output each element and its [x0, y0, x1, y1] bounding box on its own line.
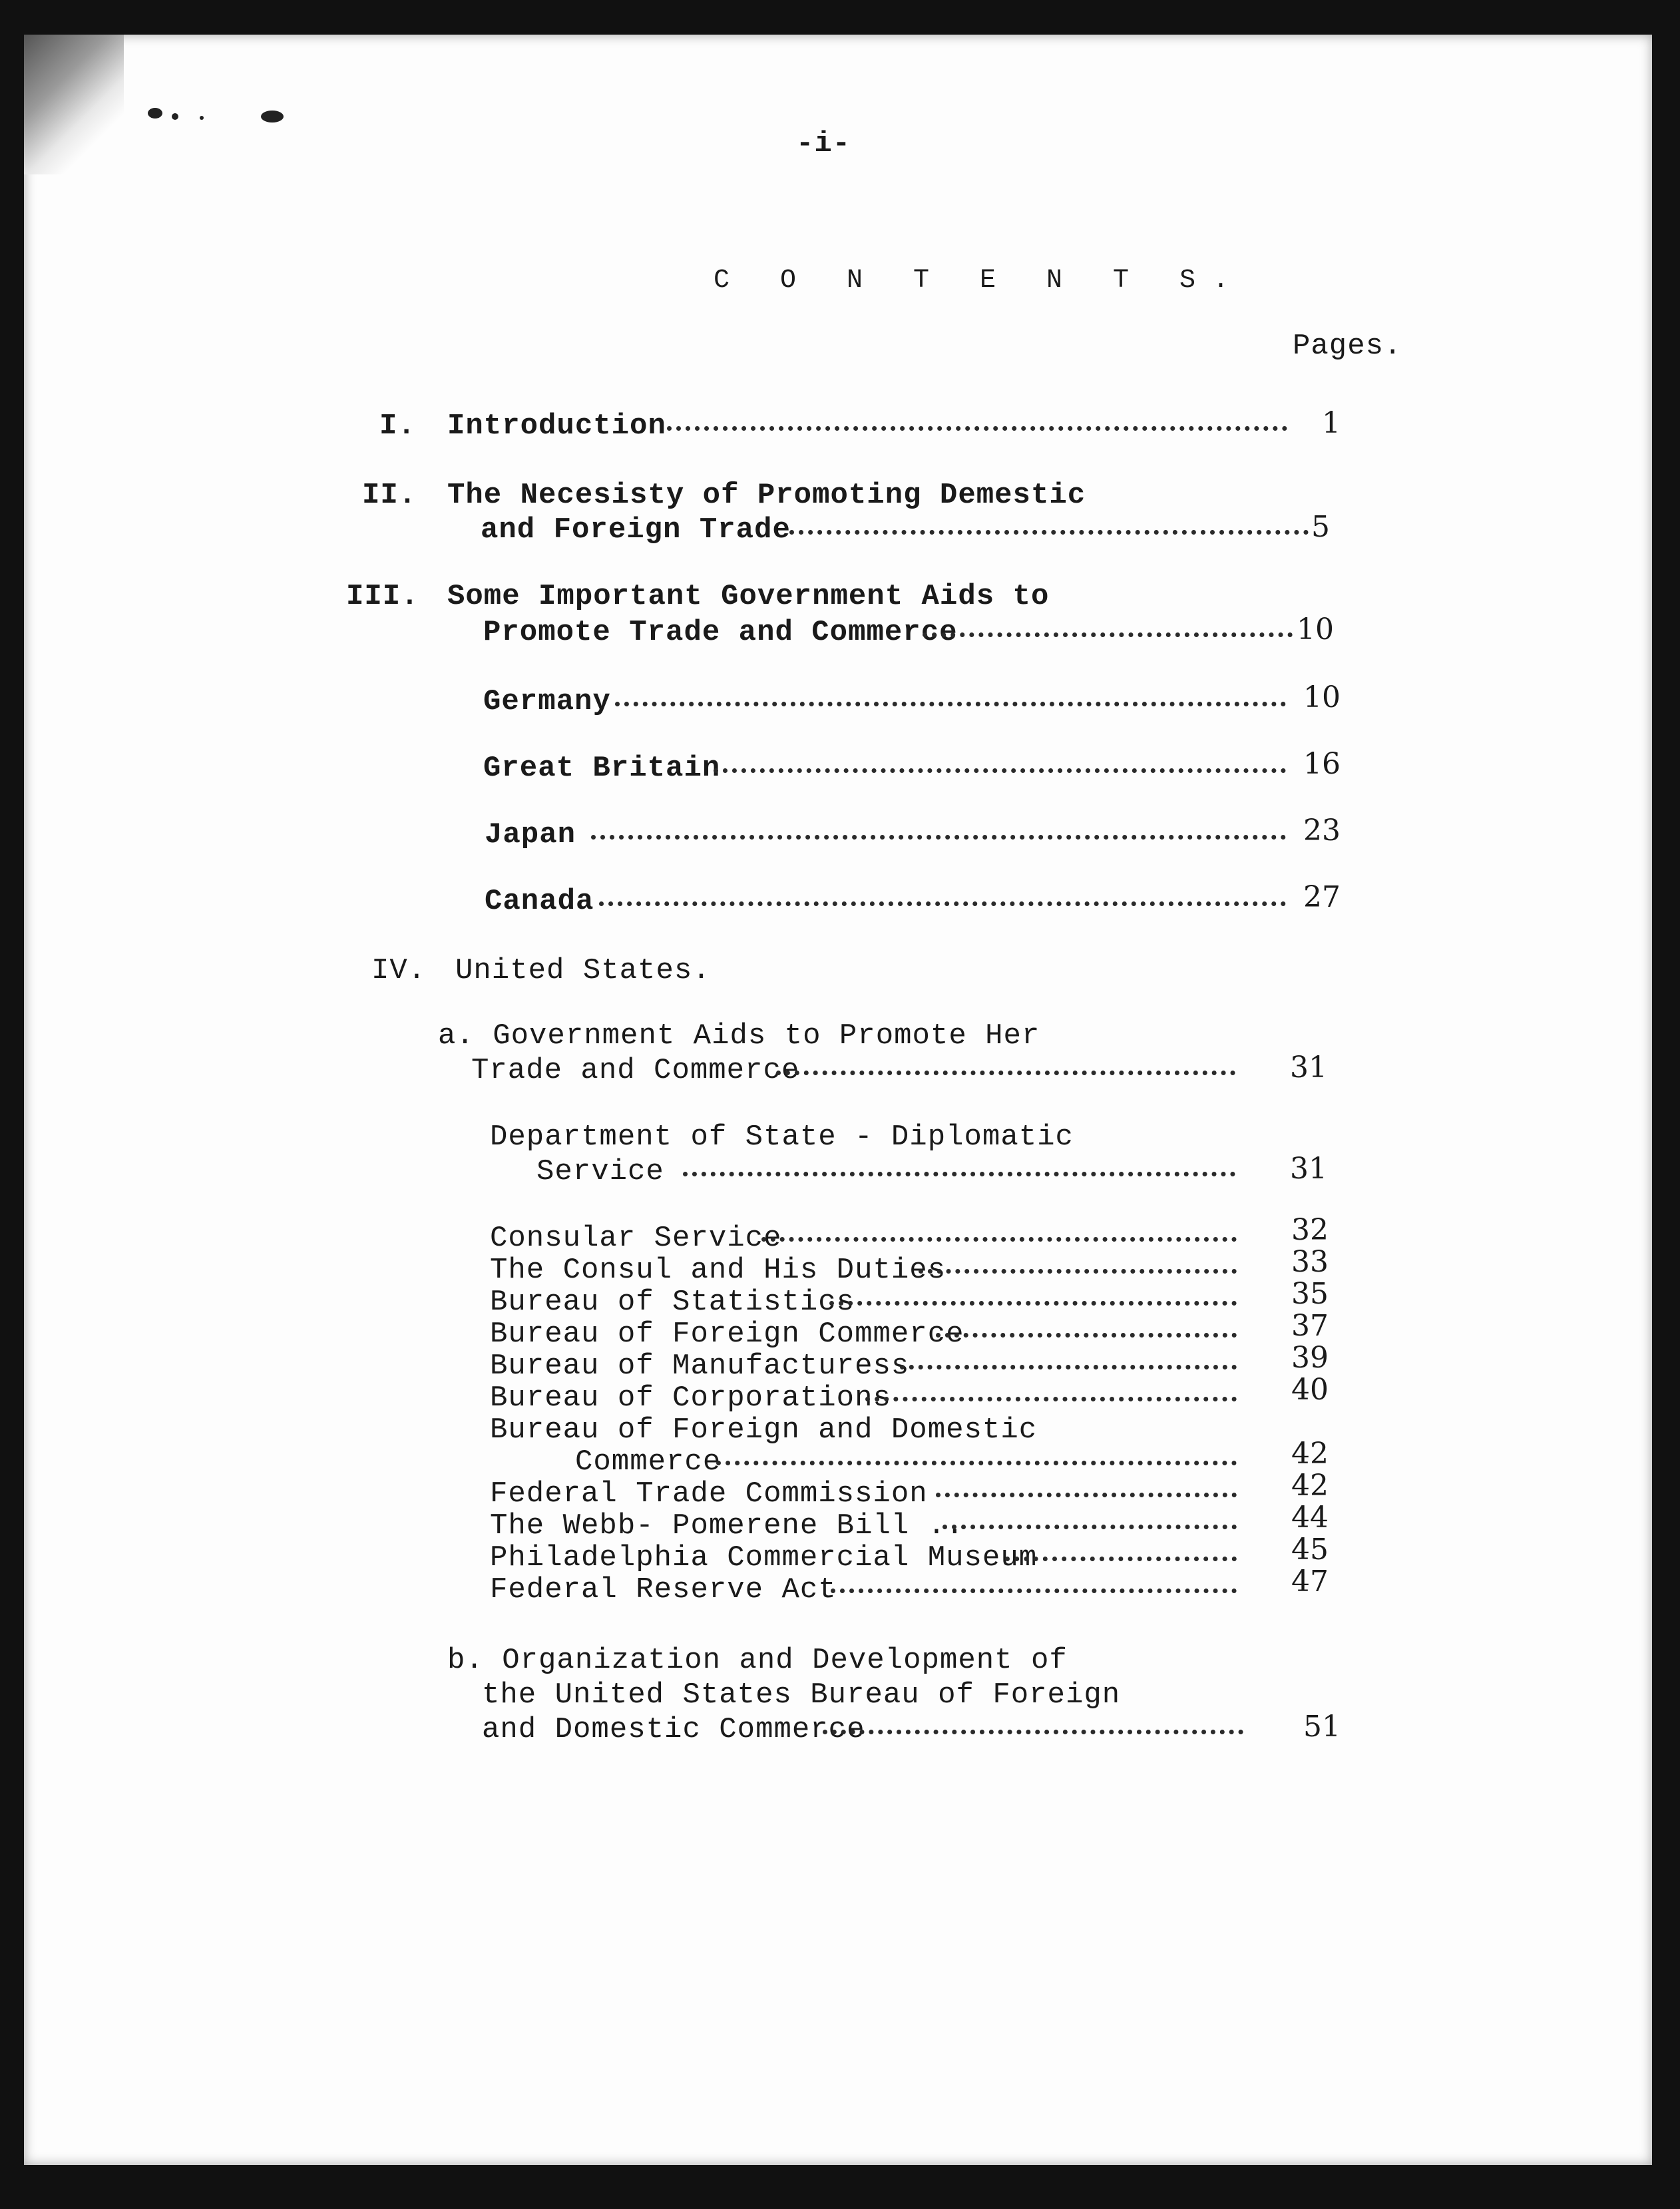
- page-number: 10: [1297, 613, 1334, 646]
- dot-leader: [923, 632, 1293, 637]
- entry-title: Bureau of Corporations: [490, 1381, 891, 1415]
- ink-blot: [261, 111, 284, 123]
- dot-leader: [761, 1237, 1237, 1242]
- entry-title-cont: Service: [536, 1155, 664, 1188]
- dot-leader: [1005, 1557, 1237, 1561]
- dot-leader: [936, 1493, 1237, 1497]
- page-marker: -i-: [796, 127, 851, 160]
- entry-title: The Consul and His Duties: [490, 1254, 946, 1287]
- country-entry: Great Britain: [483, 752, 721, 785]
- dot-leader: [714, 768, 1286, 773]
- page-number: 5: [1311, 510, 1330, 544]
- entry-title: Federal Trade Commission: [490, 1477, 928, 1511]
- page-number: 51: [1303, 1710, 1341, 1744]
- dot-leader: [776, 1071, 1235, 1075]
- document-page: [24, 35, 1652, 2165]
- section-title: Some Important Government Aids to: [447, 580, 1050, 613]
- section-title: The Necesisty of Promoting Demestic: [447, 479, 1086, 512]
- entry-title: Consular Service: [490, 1222, 782, 1255]
- entry-title: Philadelphia Commercial Museum: [490, 1541, 1038, 1575]
- section-numeral: II.: [362, 479, 417, 512]
- page-number: 33: [1291, 1245, 1329, 1279]
- dot-leader: [591, 835, 1286, 840]
- subsection-title: b. Organization and Development of: [447, 1644, 1068, 1677]
- entry-title: Bureau of Statistics: [490, 1286, 855, 1319]
- page-number: 1: [1322, 406, 1341, 440]
- page-number: 23: [1303, 814, 1341, 848]
- dot-leader: [829, 1301, 1237, 1306]
- ink-blot: [148, 108, 162, 119]
- subsection-title-cont: Trade and Commerce: [471, 1054, 800, 1087]
- dot-leader: [865, 1397, 1237, 1401]
- dot-leader: [615, 702, 1286, 706]
- page-number: 31: [1290, 1051, 1327, 1085]
- page-number: 31: [1290, 1152, 1327, 1186]
- section-numeral: I.: [379, 409, 416, 443]
- entry-title: The Webb- Pomerene Bill ..: [490, 1509, 964, 1543]
- entry-title: Department of State - Diplomatic: [490, 1120, 1074, 1154]
- page-number: 32: [1291, 1213, 1329, 1247]
- country-entry: Germany: [483, 685, 611, 718]
- folded-corner: [24, 35, 124, 174]
- ink-blot: [172, 113, 178, 120]
- page-number: 47: [1291, 1565, 1329, 1598]
- page-number: 10: [1303, 680, 1341, 714]
- entry-title: Federal Reserve Act: [490, 1573, 837, 1606]
- dot-leader: [919, 1269, 1237, 1274]
- page-number: 37: [1291, 1309, 1329, 1343]
- page-number: 16: [1303, 747, 1341, 781]
- section-title-cont: Promote Trade and Commerce: [483, 616, 958, 649]
- subsection-title: a. Government Aids to Promote Her: [438, 1019, 1040, 1053]
- dot-leader: [823, 1730, 1243, 1734]
- dot-leader: [789, 530, 1309, 535]
- section-title: United States.: [455, 954, 711, 987]
- dot-leader: [900, 1365, 1237, 1369]
- contents-heading: C O N T E N T S.: [714, 266, 1247, 296]
- entry-title: Bureau of Manufacturess: [490, 1350, 910, 1383]
- ink-blot: [200, 116, 204, 120]
- subsection-title-cont: and Domestic Commerce: [482, 1713, 865, 1746]
- page-number: 42: [1291, 1437, 1329, 1471]
- section-numeral: III.: [346, 580, 419, 613]
- section-numeral: IV.: [371, 954, 427, 987]
- dot-leader: [683, 1172, 1235, 1176]
- page-number: 27: [1303, 880, 1341, 914]
- subsection-title-cont: the United States Bureau of Foreign: [482, 1678, 1121, 1712]
- entry-title: Bureau of Foreign and Domestic: [490, 1413, 1038, 1447]
- dot-leader: [716, 1461, 1237, 1465]
- dot-leader: [599, 901, 1286, 906]
- page-number: 35: [1291, 1277, 1329, 1311]
- dot-leader: [936, 1333, 1237, 1338]
- entry-title: Bureau of Foreign Commerce: [490, 1318, 964, 1351]
- page-number: 40: [1291, 1373, 1329, 1407]
- country-entry: Canada: [485, 885, 594, 918]
- pages-column-label: Pages.: [1293, 330, 1402, 363]
- dot-leader: [667, 426, 1287, 431]
- page-number: 45: [1291, 1533, 1329, 1567]
- section-title: Introduction: [447, 409, 666, 443]
- dot-leader: [831, 1589, 1237, 1593]
- dot-leader: [943, 1525, 1237, 1529]
- page-number: 39: [1291, 1341, 1329, 1375]
- page-number: 44: [1291, 1501, 1329, 1535]
- section-title-cont: and Foreign Trade: [481, 513, 791, 547]
- country-entry: Japan: [485, 818, 576, 852]
- entry-title-cont: Commerce: [575, 1445, 722, 1479]
- page-number: 42: [1291, 1469, 1329, 1503]
